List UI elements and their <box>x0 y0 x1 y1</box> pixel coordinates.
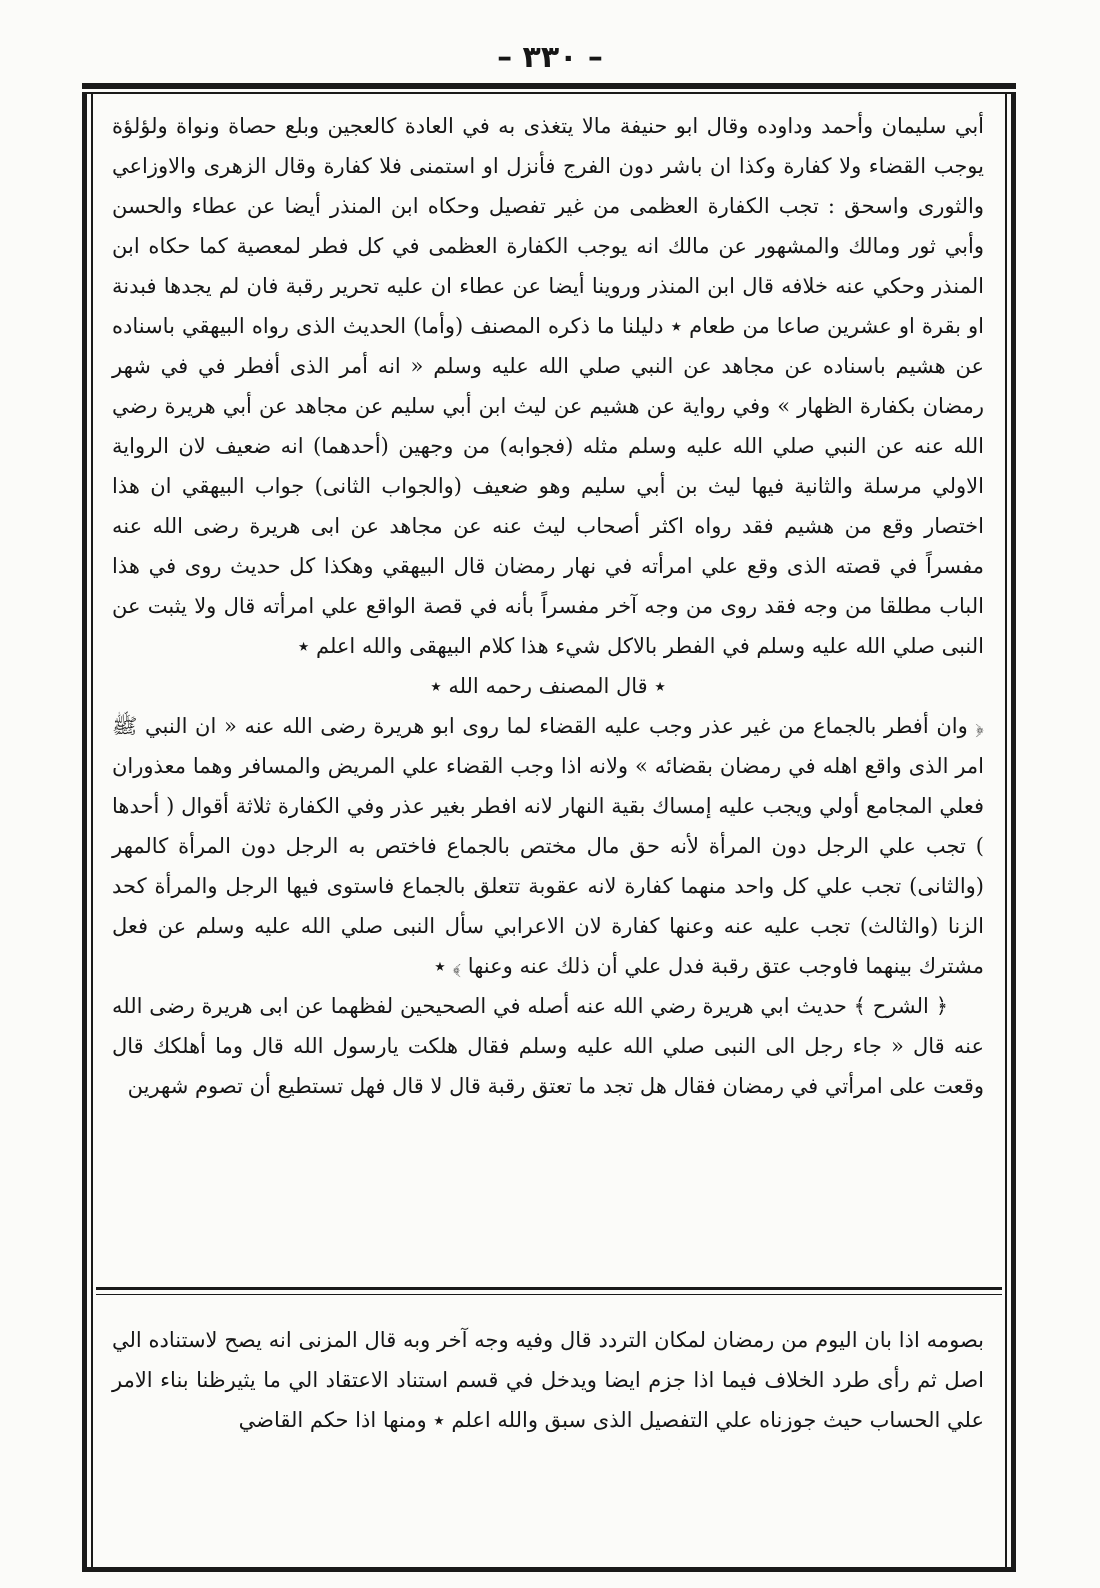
frame-inner-right <box>1005 94 1007 1568</box>
footnote-text: بصومه اذا بان اليوم من رمضان لمكان التردد قال وفيه وجه آخر وبه قال المزنى انه يصح لاستناده الي اصل ثم رأى طرد الخلاف فيما اذا جزم ايضا ويدخل في قسم استناد الاعتقاد الي ما يثيرظنا بناء الامر علي الحساب حيث جوزناه علي التفصيل الذى سبق والله اعلم ٭ ومنها اذا حكم القاضي <box>112 1328 984 1432</box>
footnote-separator-thin <box>96 1294 1002 1295</box>
top-rule <box>82 83 1016 89</box>
author-text-paragraph: ﴿ وان أفطر بالجماع من غير عذر وجب عليه القضاء لما روى ابو هريرة رضى الله عنه « ان النبي ﷺ امر الذى واقع اهله في رمضان بقضائه » ولانه اذا وجب القضاء علي المريض والمسافر وهما معذوران فعلي المجامع أولي ويجب عليه إمساك بقية النهار لانه افطر بغير عذر وفي الكفارة ثلاثة أقوال ( أحدها ) تجب علي الرجل دون المرأة لأنه حق مال مختص بالجماع فاختص به الرجل دون المرأة كالمهر (والثانى) تجب علي كل واحد منهما كفارة لانه عقوبة تتعلق بالجماع فاستوى فيها الرجل والمرأة كحد الزنا (والثالث) تجب عليه عنه وعنها كفارة لان الاعرابي سأل النبى صلي الله عليه وسلم عن فعل مشترك بينهما فاوجب عتق رقبة فدل علي أن ذلك عنه وعنها ﴾ ٭ <box>112 714 985 978</box>
hadith-discussion-paragraph: أبي سليمان وأحمد وداوده وقال ابو حنيفة مالا يتغذى به في العادة كالعجين وبلع حصاة ونواة ولؤلؤة يوجب القضاء ولا كفارة وكذا ان باشر دون الفرج فأنزل او استمنى فلا كفارة وقال الزهرى والاوزاعي والثورى واسحق : تجب الكفارة العظمى من غير تفصيل وحكاه ابن المنذر أيضا عن عطاء والحسن وأبي ثور ومالك والمشهور عن مالك انه يوجب الكفارة العظمى في كل فطر لمعصية كما حكاه ابن المنذر وحكي عنه خلافه قال ابن المنذر وروينا أيضا عن عطاء ان عليه تحرير رقبة فان لم يجدها فبدنة او بقرة او عشرين صاعا من طعام ٭ دليلنا ما ذكره المصنف (وأما) الحديث الذى رواه البيهقي باسناده عن هشيم باسناده عن مجاهد عن النبي صلي الله عليه وسلم « انه أمر الذى أفطر في في شهر رمضان بكفارة الظهار » وفي رواية عن هشيم عن ليث ابن أبي سليم عن مجاهد عن أبي هريرة رضي الله عنه عن النبي صلي الله عليه وسلم مثله (فجوابه) من وجهين (أحدهما) انه ضعيف لان الرواية الاولي مرسلة والثانية فيها ليث بن أبي سليم وهو ضعيف (والجواب الثانى) جواب البيهقي ان هذا اختصار وقع من هشيم فقد رواه اكثر أصحاب ليث عنه عن مجاهد عن ابى هريرة رضى الله عنه مفسراً في قصته الذى وقع علي امرأته في نهار رمضان قال البيهقي وهكذا كل حديث روى في هذا الباب مطلقا من وجه فقد روى من وجه آخر مفسراً بأنه في قصة الواقع علي امرأته قال ولا يثبت عن النبى صلي الله عليه وسلم في الفطر بالاكل شيء هذا كلام البيهقى والله اعلم ٭ <box>112 114 984 658</box>
section-heading: ٭ قال المصنف رحمه الله ٭ <box>430 674 666 698</box>
page-number: – ٣٣٠ – <box>497 40 603 75</box>
main-text-block <box>112 106 984 1106</box>
footnote-separator <box>96 1287 1002 1290</box>
commentary-paragraph: ﴿ الشرح ﴾ حديث ابي هريرة رضي الله عنه أصله في الصحيحين لفظهما عن ابى هريرة رضى الله عنه قال « جاء رجل الى النبى صلي الله عليه وسلم فقال هلكت يارسول الله قال وما أهلكك قال وقعت على امرأتي في رمضان فقال هل تجد ما تعتق رقبة قال لا قال فهل تستطيع أن تصوم شهرين <box>112 994 984 1098</box>
frame-inner-left <box>91 94 93 1568</box>
